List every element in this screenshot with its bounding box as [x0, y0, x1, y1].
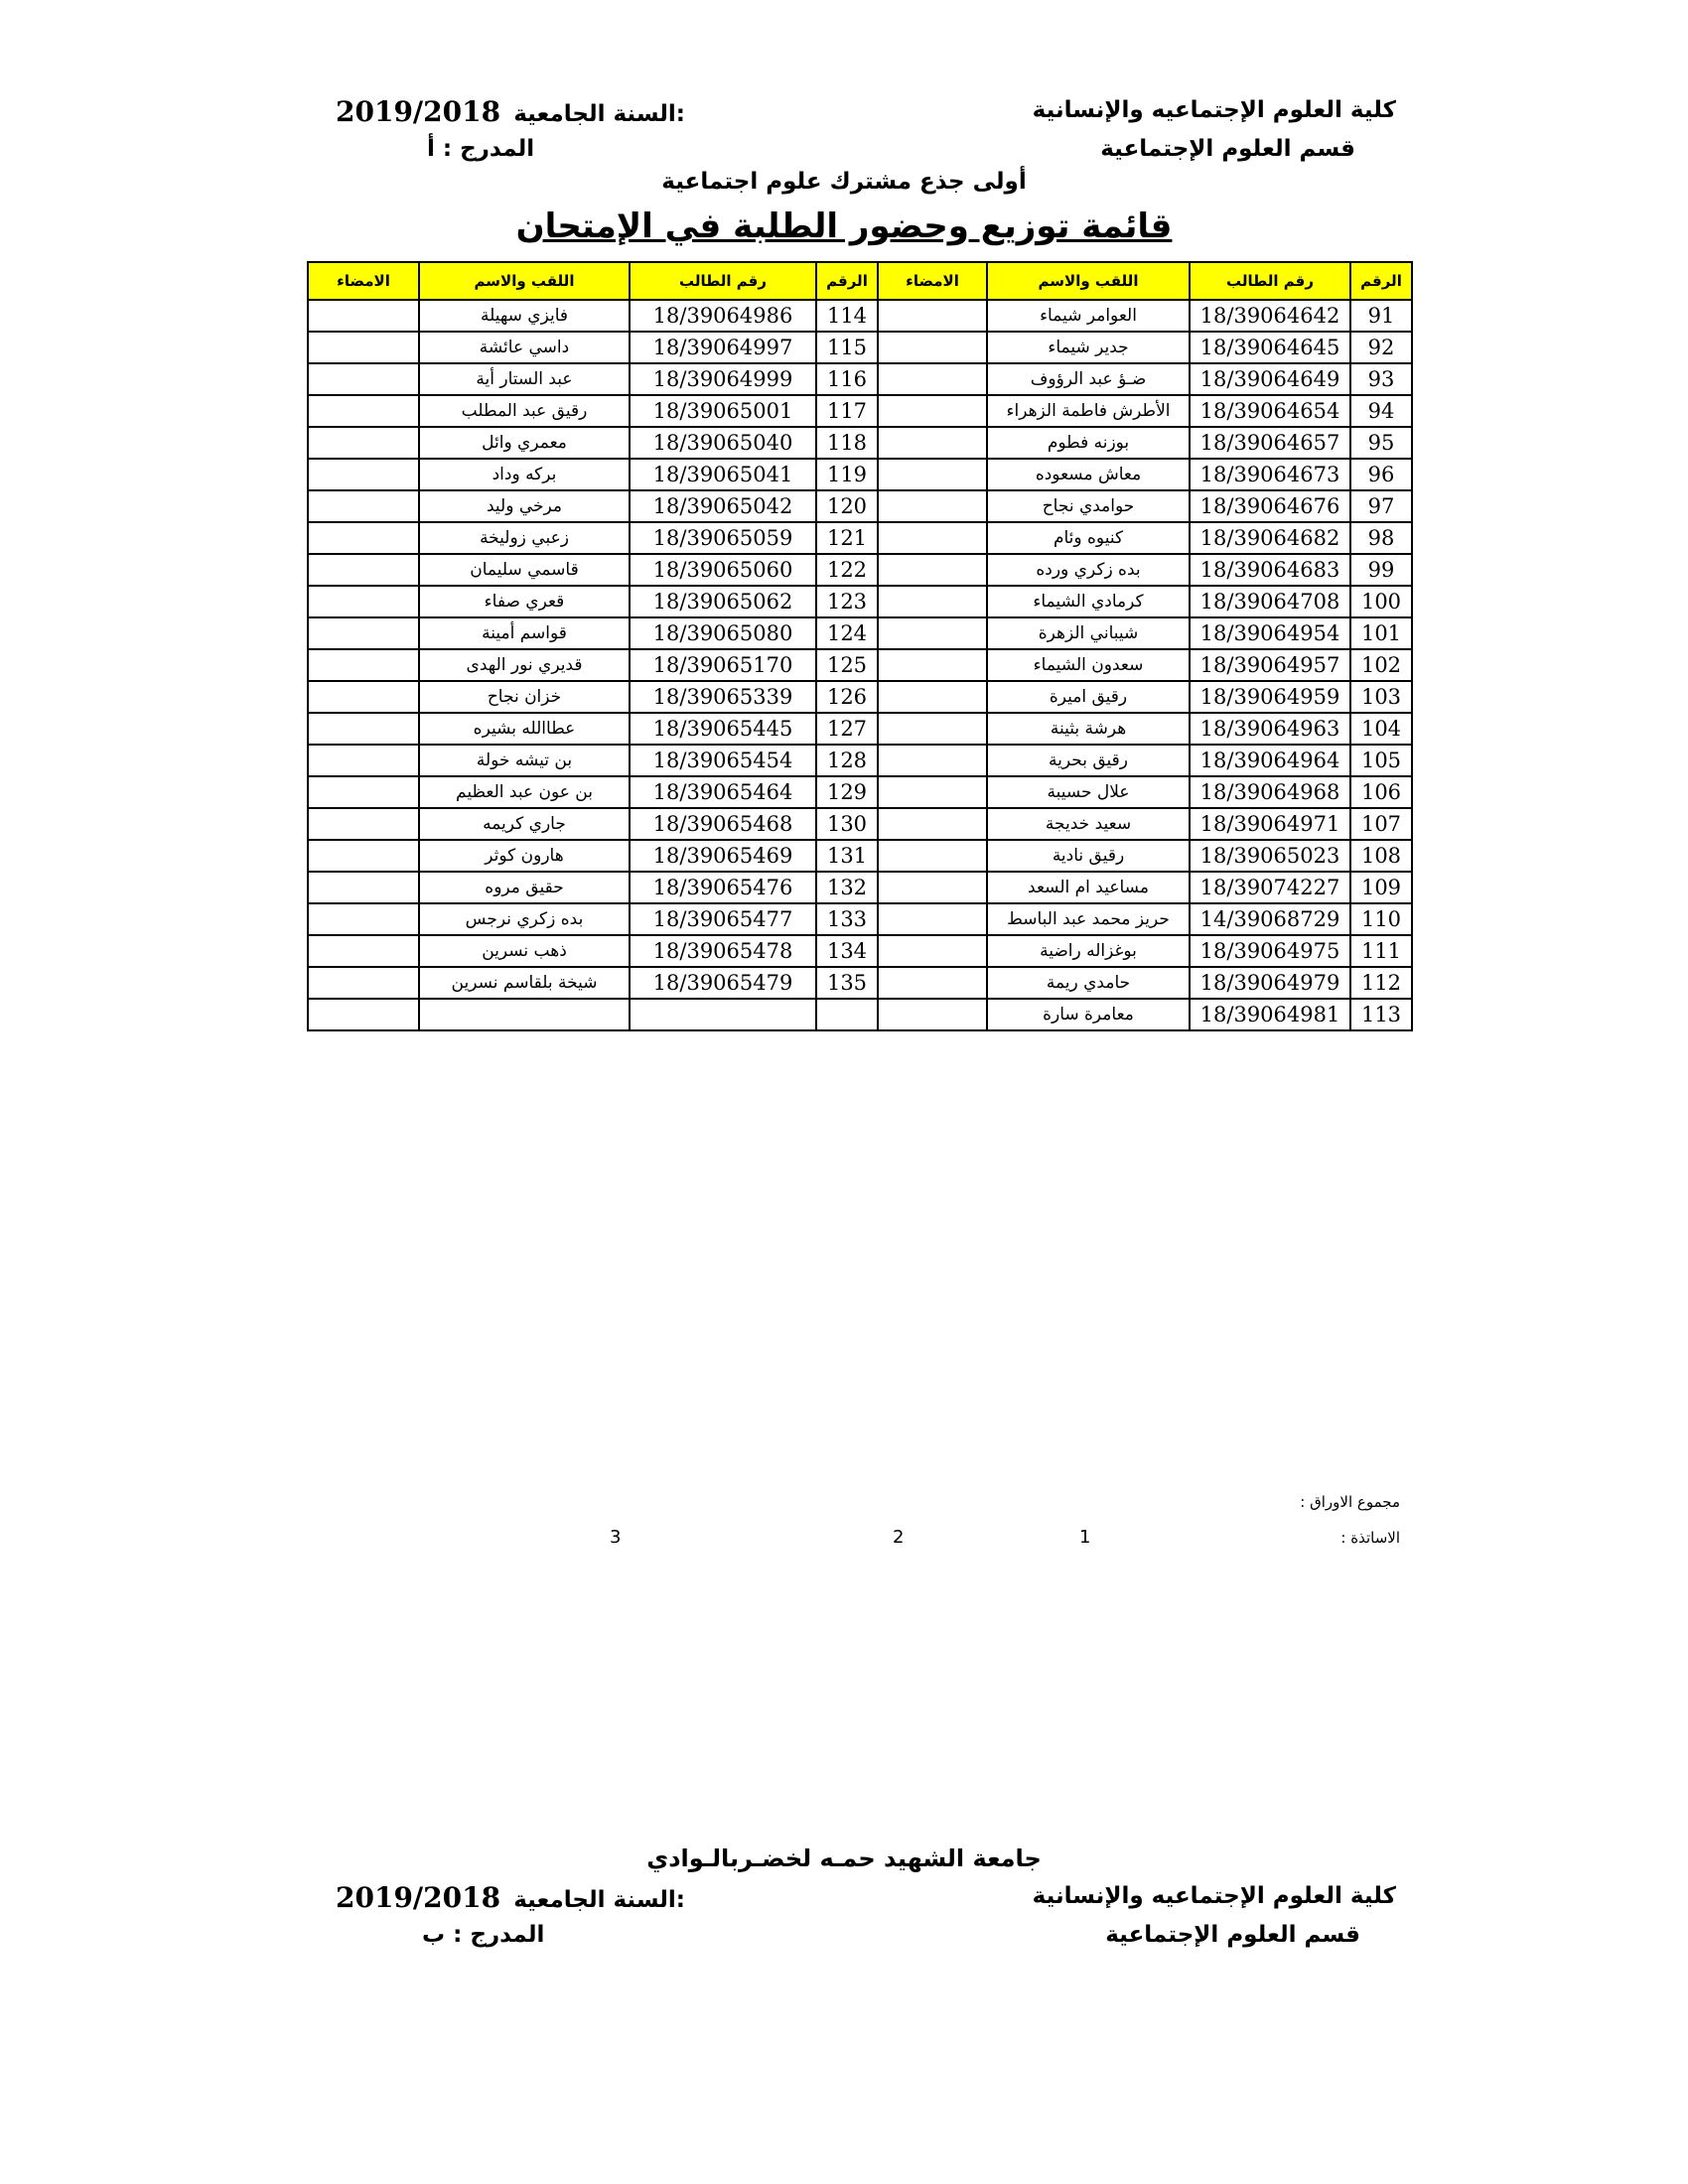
- signature-cell: [308, 459, 419, 490]
- table-row: [308, 713, 1412, 745]
- row-number: 119: [816, 459, 878, 490]
- row-number: 102: [1350, 649, 1412, 681]
- row-number: 135: [816, 967, 878, 999]
- row-number: 115: [816, 332, 878, 363]
- student-name: [419, 999, 630, 1030]
- student-name: بركه وداد: [419, 459, 630, 490]
- signature-cell: [308, 808, 419, 840]
- row-number: 126: [816, 681, 878, 713]
- student-name: جاري كريمه: [419, 808, 630, 840]
- total-sheets-label: مجموع الاوراق :: [1300, 1493, 1400, 1511]
- signature-cell: [308, 713, 419, 745]
- student-id: 18/39065060: [630, 554, 816, 586]
- signature-cell: [308, 967, 419, 999]
- row-number: 106: [1350, 776, 1412, 808]
- signature-cell: [308, 872, 419, 903]
- student-id: [630, 999, 816, 1030]
- student-name: الأطرش فاطمة الزهراء: [987, 395, 1190, 427]
- student-name: ضـؤ عبد الرؤوف: [987, 363, 1190, 395]
- signature-cell: [878, 872, 987, 903]
- table-row: [308, 586, 1412, 617]
- signature-cell: [878, 363, 987, 395]
- attendance-table: [307, 261, 1413, 1031]
- row-number: 101: [1350, 617, 1412, 649]
- row-number: 131: [816, 840, 878, 872]
- row-number: 114: [816, 300, 878, 332]
- student-id: 18/39064975: [1190, 935, 1350, 967]
- student-name: قديري نور الهدى: [419, 649, 630, 681]
- next-exam-hall: المدرج : ب: [422, 1922, 545, 1948]
- signature-cell: [878, 554, 987, 586]
- class-subtitle: أولى جذع مشترك علوم اجتماعية: [661, 169, 1027, 195]
- student-id: 18/39065062: [630, 586, 816, 617]
- signature-cell: [878, 808, 987, 840]
- next-academic-year-value: 2019/2018: [336, 1881, 501, 1914]
- student-id: 18/39064986: [630, 300, 816, 332]
- student-id: 18/39065477: [630, 903, 816, 935]
- signature-cell: [878, 681, 987, 713]
- signature-cell: [878, 713, 987, 745]
- table-row: [308, 490, 1412, 522]
- signature-cell: [878, 617, 987, 649]
- row-number: 92: [1350, 332, 1412, 363]
- signature-cell: [308, 363, 419, 395]
- row-number: 117: [816, 395, 878, 427]
- student-name: زعبي زوليخة: [419, 522, 630, 554]
- signature-cell: [878, 300, 987, 332]
- row-number: 99: [1350, 554, 1412, 586]
- row-number: 122: [816, 554, 878, 586]
- signature-cell: [878, 999, 987, 1030]
- row-number: 132: [816, 872, 878, 903]
- student-name: بوغزاله راضية: [987, 935, 1190, 967]
- student-name: كرمادي الشيماء: [987, 586, 1190, 617]
- student-id: 18/39064645: [1190, 332, 1350, 363]
- table-row: [308, 776, 1412, 808]
- student-id: 18/39064954: [1190, 617, 1350, 649]
- row-number: 98: [1350, 522, 1412, 554]
- row-number: 103: [1350, 681, 1412, 713]
- student-name: عبد الستار أية: [419, 363, 630, 395]
- signature-cell: [878, 586, 987, 617]
- academic-year-label: السنة الجامعية:: [513, 101, 685, 127]
- student-id: 18/39065478: [630, 935, 816, 967]
- row-number: [816, 999, 878, 1030]
- row-number: 124: [816, 617, 878, 649]
- teacher-number-3: 3: [610, 1527, 622, 1548]
- row-number: 96: [1350, 459, 1412, 490]
- signature-cell: [878, 776, 987, 808]
- row-number: 134: [816, 935, 878, 967]
- signature-cell: [308, 427, 419, 459]
- signature-cell: [308, 490, 419, 522]
- col-header-student-id: رقم الطالب: [630, 262, 816, 300]
- row-number: 95: [1350, 427, 1412, 459]
- academic-year: [336, 95, 685, 128]
- university-name: جامعة الشهيد حمـه لخضـربالـوادي: [646, 1844, 1042, 1872]
- student-id: 18/39065339: [630, 681, 816, 713]
- signature-cell: [878, 332, 987, 363]
- table-row: [308, 459, 1412, 490]
- signature-cell: [308, 300, 419, 332]
- student-name: خزان نجاح: [419, 681, 630, 713]
- signature-cell: [878, 395, 987, 427]
- student-name: معامرة سارة: [987, 999, 1190, 1030]
- row-number: 123: [816, 586, 878, 617]
- student-id: 18/39064957: [1190, 649, 1350, 681]
- signature-cell: [308, 745, 419, 776]
- student-name: معمري وائل: [419, 427, 630, 459]
- student-name: كنيوه وئام: [987, 522, 1190, 554]
- signature-cell: [308, 999, 419, 1030]
- student-id: 18/39064642: [1190, 300, 1350, 332]
- signature-cell: [308, 649, 419, 681]
- row-number: 110: [1350, 903, 1412, 935]
- faculty-name: كلية العلوم الإجتماعيه والإنسانية: [1032, 97, 1396, 123]
- exam-hall: المدرج : أ: [427, 136, 535, 162]
- student-name: حوامدي نجاح: [987, 490, 1190, 522]
- row-number: 105: [1350, 745, 1412, 776]
- signature-cell: [878, 490, 987, 522]
- col-header-signature: الامضاء: [308, 262, 419, 300]
- signature-cell: [308, 554, 419, 586]
- student-name: معاش مسعوده: [987, 459, 1190, 490]
- student-id: 18/39064964: [1190, 745, 1350, 776]
- row-number: 120: [816, 490, 878, 522]
- row-number: 93: [1350, 363, 1412, 395]
- student-id: 14/39068729: [1190, 903, 1350, 935]
- student-id: 18/39064999: [630, 363, 816, 395]
- page-title: قائمة توزيع وحضور الطلبة في الإمتحان: [515, 206, 1173, 246]
- table-row: [308, 554, 1412, 586]
- student-name: بن عون عبد العظيم: [419, 776, 630, 808]
- student-id: 18/39064979: [1190, 967, 1350, 999]
- row-number: 130: [816, 808, 878, 840]
- row-number: 118: [816, 427, 878, 459]
- signature-cell: [878, 745, 987, 776]
- student-name: رقيق عبد المطلب: [419, 395, 630, 427]
- student-id: 18/39074227: [1190, 872, 1350, 903]
- table-row: [308, 363, 1412, 395]
- department-name: قسم العلوم الإجتماعية: [1100, 136, 1355, 162]
- student-id: 18/39064981: [1190, 999, 1350, 1030]
- table-row: [308, 872, 1412, 903]
- teacher-number-2: 2: [893, 1527, 905, 1548]
- table-row: [308, 681, 1412, 713]
- student-id: 18/39065445: [630, 713, 816, 745]
- student-id: 18/39065476: [630, 872, 816, 903]
- signature-cell: [308, 935, 419, 967]
- student-name: قاسمي سليمان: [419, 554, 630, 586]
- student-id: 18/39064968: [1190, 776, 1350, 808]
- table-row: [308, 967, 1412, 999]
- student-name: سعيد خديجة: [987, 808, 1190, 840]
- student-id: 18/39065042: [630, 490, 816, 522]
- student-id: 18/39064959: [1190, 681, 1350, 713]
- col-header-student-id: رقم الطالب: [1190, 262, 1350, 300]
- signature-cell: [308, 681, 419, 713]
- table-row: [308, 935, 1412, 967]
- student-id: 18/39065059: [630, 522, 816, 554]
- teachers-label: الاساتذة :: [1340, 1529, 1400, 1547]
- student-name: داسي عائشة: [419, 332, 630, 363]
- student-id: 18/39065040: [630, 427, 816, 459]
- student-id: 18/39065041: [630, 459, 816, 490]
- table-row: [308, 617, 1412, 649]
- row-number: 107: [1350, 808, 1412, 840]
- signature-cell: [878, 459, 987, 490]
- student-name: هارون كوثر: [419, 840, 630, 872]
- student-name: فايزي سهيلة: [419, 300, 630, 332]
- student-name: رقيق نادية: [987, 840, 1190, 872]
- student-name: شيخة بلقاسم نسرين: [419, 967, 630, 999]
- next-academic-year-label: السنة الجامعية:: [513, 1887, 685, 1913]
- student-name: علال حسيبة: [987, 776, 1190, 808]
- row-number: 133: [816, 903, 878, 935]
- signature-cell: [878, 903, 987, 935]
- table-row: [308, 649, 1412, 681]
- signature-cell: [308, 395, 419, 427]
- student-name: رقيق بحرية: [987, 745, 1190, 776]
- row-number: 100: [1350, 586, 1412, 617]
- signature-cell: [878, 935, 987, 967]
- table-row: [308, 840, 1412, 872]
- table-row: [308, 300, 1412, 332]
- student-name: شيباني الزهرة: [987, 617, 1190, 649]
- col-header-name: اللقب والاسم: [987, 262, 1190, 300]
- table-header-row: [308, 262, 1412, 300]
- student-id: 18/39065479: [630, 967, 816, 999]
- table-row: [308, 395, 1412, 427]
- signature-cell: [308, 617, 419, 649]
- signature-cell: [878, 649, 987, 681]
- row-number: 109: [1350, 872, 1412, 903]
- row-number: 127: [816, 713, 878, 745]
- table-row: [308, 427, 1412, 459]
- student-name: مرخي وليد: [419, 490, 630, 522]
- row-number: 121: [816, 522, 878, 554]
- academic-year-value: 2019/2018: [336, 95, 501, 128]
- student-name: بوزنه فطوم: [987, 427, 1190, 459]
- student-id: 18/39064657: [1190, 427, 1350, 459]
- student-id: 18/39064708: [1190, 586, 1350, 617]
- student-name: قعري صفاء: [419, 586, 630, 617]
- student-id: 18/39064971: [1190, 808, 1350, 840]
- signature-cell: [878, 967, 987, 999]
- student-id: 18/39065023: [1190, 840, 1350, 872]
- next-academic-year: [336, 1881, 685, 1914]
- student-name: ذهب نسرين: [419, 935, 630, 967]
- row-number: 91: [1350, 300, 1412, 332]
- next-department-name: قسم العلوم الإجتماعية: [1105, 1922, 1360, 1948]
- signature-cell: [308, 522, 419, 554]
- row-number: 128: [816, 745, 878, 776]
- student-name: سعدون الشيماء: [987, 649, 1190, 681]
- signature-cell: [308, 840, 419, 872]
- col-header-number: الرقم: [816, 262, 878, 300]
- table-row: [308, 903, 1412, 935]
- student-id: 18/39064649: [1190, 363, 1350, 395]
- student-name: عطاالله بشيره: [419, 713, 630, 745]
- signature-cell: [878, 522, 987, 554]
- row-number: 108: [1350, 840, 1412, 872]
- student-name: بده زكري ورده: [987, 554, 1190, 586]
- row-number: 111: [1350, 935, 1412, 967]
- student-id: 18/39065469: [630, 840, 816, 872]
- table-row: [308, 808, 1412, 840]
- row-number: 129: [816, 776, 878, 808]
- student-id: 18/39064654: [1190, 395, 1350, 427]
- table-row: [308, 999, 1412, 1030]
- student-name: جدير شيماء: [987, 332, 1190, 363]
- signature-cell: [308, 586, 419, 617]
- student-name: حقيق مروه: [419, 872, 630, 903]
- student-id: 18/39065464: [630, 776, 816, 808]
- student-name: بن تيشه خولة: [419, 745, 630, 776]
- signature-cell: [308, 903, 419, 935]
- signature-cell: [308, 776, 419, 808]
- student-name: مساعيد ام السعد: [987, 872, 1190, 903]
- table-row: [308, 745, 1412, 776]
- row-number: 125: [816, 649, 878, 681]
- student-id: 18/39065080: [630, 617, 816, 649]
- signature-cell: [878, 427, 987, 459]
- next-faculty-name: كلية العلوم الإجتماعيه والإنسانية: [1032, 1883, 1396, 1909]
- row-number: 112: [1350, 967, 1412, 999]
- student-name: حامدي ريمة: [987, 967, 1190, 999]
- student-id: 18/39064997: [630, 332, 816, 363]
- col-header-name: اللقب والاسم: [419, 262, 630, 300]
- signature-cell: [308, 332, 419, 363]
- table-row: [308, 332, 1412, 363]
- row-number: 113: [1350, 999, 1412, 1030]
- table-body: [308, 300, 1412, 1030]
- teacher-number-1: 1: [1079, 1527, 1091, 1548]
- student-id: 18/39065454: [630, 745, 816, 776]
- row-number: 116: [816, 363, 878, 395]
- col-header-signature: الامضاء: [878, 262, 987, 300]
- student-name: العوامر شيماء: [987, 300, 1190, 332]
- student-id: 18/39064963: [1190, 713, 1350, 745]
- student-name: بده زكري نرجس: [419, 903, 630, 935]
- student-id: 18/39064676: [1190, 490, 1350, 522]
- student-name: حريز محمد عبد الباسط: [987, 903, 1190, 935]
- row-number: 94: [1350, 395, 1412, 427]
- signature-cell: [878, 840, 987, 872]
- student-name: هرشة بثينة: [987, 713, 1190, 745]
- col-header-number: الرقم: [1350, 262, 1412, 300]
- student-name: رقيق اميرة: [987, 681, 1190, 713]
- row-number: 104: [1350, 713, 1412, 745]
- student-id: 18/39065170: [630, 649, 816, 681]
- student-id: 18/39065001: [630, 395, 816, 427]
- student-id: 18/39064682: [1190, 522, 1350, 554]
- student-name: قواسم أمينة: [419, 617, 630, 649]
- table-row: [308, 522, 1412, 554]
- student-id: 18/39065468: [630, 808, 816, 840]
- student-id: 18/39064683: [1190, 554, 1350, 586]
- row-number: 97: [1350, 490, 1412, 522]
- student-id: 18/39064673: [1190, 459, 1350, 490]
